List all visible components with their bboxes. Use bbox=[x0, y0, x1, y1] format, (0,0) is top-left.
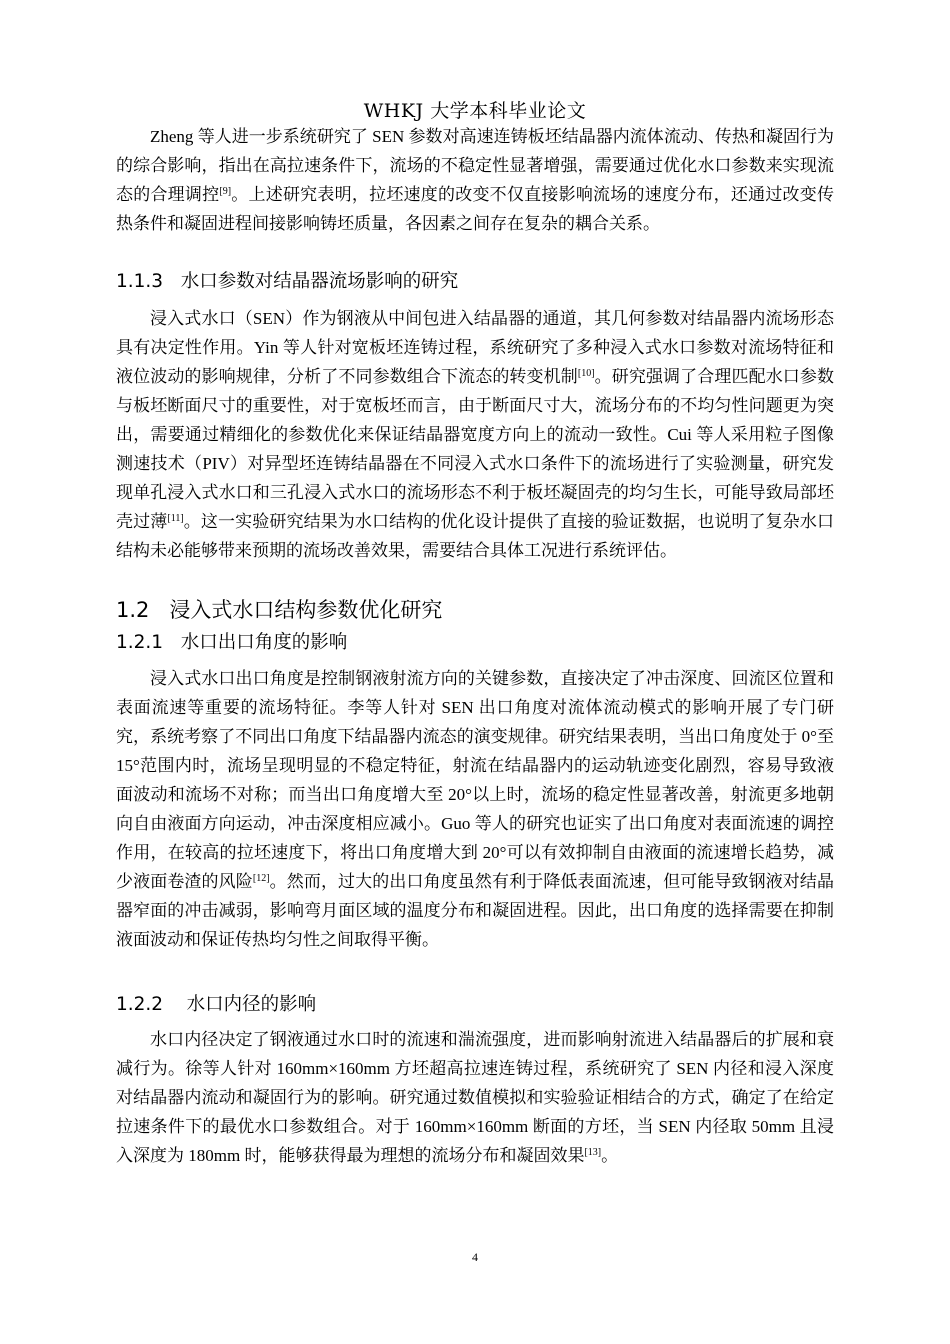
paragraph-1 bbox=[116, 122, 834, 238]
paragraph-text: Zheng 等人进一步系统研究了 SEN 参数对高速连铸板坯结晶器内流体流动、传热和凝固行为的综合影响，指出在高拉速条件下，流场的不稳定性显著增强，需要通过优化水口参数来实现流态的合理调控 bbox=[116, 127, 834, 204]
section-title: 水口出口角度的影响 bbox=[180, 632, 348, 653]
section-heading-1-2-2 bbox=[116, 990, 316, 1016]
section-heading-1-2 bbox=[116, 594, 442, 624]
section-number: 1.2.2 bbox=[116, 994, 164, 1015]
section-title: 浸入式水口结构参数优化研究 bbox=[169, 598, 443, 622]
section-number: 1.2.1 bbox=[116, 632, 164, 653]
paragraph-2 bbox=[116, 304, 834, 565]
paragraph-text: 。上述研究表明，拉坯速度的改变不仅直接影响流场的速度分布，还通过改变传热条件和凝固进程间接影响铸坯质量，各因素之间存在复杂的耦合关系。 bbox=[116, 185, 835, 233]
paragraph-text: 。这一实验研究结果为水口结构的优化设计提供了直接的验证数据，也说明了复杂水口结构未必能够带来预期的流场改善效果，需要结合具体工况进行系统评估。 bbox=[116, 512, 835, 560]
citation: [12] bbox=[252, 873, 270, 884]
paragraph-text: 。然而，过大的出口角度虽然有利于降低表面流速，但可能导致钢液对结晶器窄面的冲击减弱，影响弯月面区域的温度分布和凝固进程。因此，出口角度的选择需要在抑制液面波动和保证传热均匀性之间取得平衡。 bbox=[116, 872, 835, 949]
citation: [13] bbox=[584, 1147, 602, 1158]
section-title: 水口内径的影响 bbox=[186, 994, 317, 1015]
paragraph-text: 水口内径决定了钢液通过水口时的流速和湍流强度，进而影响射流进入结晶器后的扩展和衰减行为。徐等人针对 160mm×160mm 方坯超高拉速连铸过程，系统研究了 SEN 内径和浸入深度对结晶器内流动和凝固行为的影响。研究通过数值模拟和实验验证相结合的方式，确定了在给定拉速条件下的最优水口参数组合。对于 160mm×160mm 断面的方坯，当 SEN 内径取 50mm 且浸入深度为 180mm 时，能够获得最为理想的流场分布和凝固效果 bbox=[116, 1030, 834, 1165]
section-heading-1-2-1 bbox=[116, 628, 347, 654]
paragraph-4 bbox=[116, 1025, 834, 1170]
section-title: 水口参数对结晶器流场影响的研究 bbox=[180, 271, 459, 292]
paragraph-text: 。 bbox=[601, 1146, 619, 1165]
section-number: 1.2 bbox=[116, 598, 150, 622]
page-header: WHKJ 大学本科毕业论文 bbox=[363, 100, 587, 122]
citation: [10] bbox=[577, 368, 595, 379]
paragraph-text: 。研究强调了合理匹配水口参数与板坯断面尺寸的重要性，对于宽板坯而言，由于断面尺寸大，流场分布的不均匀性问题更为突出，需要通过精细化的参数优化来保证结晶器宽度方向上的流动一致性。Cui 等人采用粒子图像测速技术（PIV）对异型坯连铸结晶器在不同浸入式水口条件下的流场进行了实验测量，研究发现单孔浸入式水口和三孔浸入式水口的流场形态不利于板坯凝固壳的均匀生长，可能导致局部坯壳过薄 bbox=[116, 367, 835, 531]
paragraph-text: 浸入式水口（SEN）作为钢液从中间包进入结晶器的通道，其几何参数对结晶器内流场形态具有决定性作用。Yin 等人针对宽板坯连铸过程，系统研究了多种浸入式水口参数对流场特征和液位波动的影响规律，分析了不同参数组合下流态的转变机制 bbox=[116, 309, 834, 386]
paragraph-text: 浸入式水口出口角度是控制钢液射流方向的关键参数，直接决定了冲击深度、回流区位置和表面流速等重要的流场特征。李等人针对 SEN 出口角度对流体流动模式的影响开展了专门研究，系统考察了不同出口角度下结晶器内流态的演变规律。研究结果表明，当出口角度处于 0°至 15°范围内时，流场呈现明显的不稳定特征，射流在结晶器内的运动轨迹变化剧烈，容易导致液面波动和流场不对称；而当出口角度增大至 20°以上时，流场的稳定性显著改善，射流更多地朝向自由液面方向运动，冲击深度相应减小。Guo 等人的研究也证实了出口角度对表面流速的调控作用，在较高的拉坯速度下，将出口角度增大到 20°可以有效抑制自由液面的流速增长趋势，减少液面卷渣的风险 bbox=[116, 669, 834, 891]
page-number: 4 bbox=[472, 1250, 478, 1264]
citation: [9] bbox=[219, 186, 232, 197]
section-number: 1.1.3 bbox=[116, 271, 164, 292]
paragraph-3 bbox=[116, 664, 834, 954]
section-heading-1-1-3 bbox=[116, 267, 458, 293]
citation: [11] bbox=[167, 513, 184, 524]
